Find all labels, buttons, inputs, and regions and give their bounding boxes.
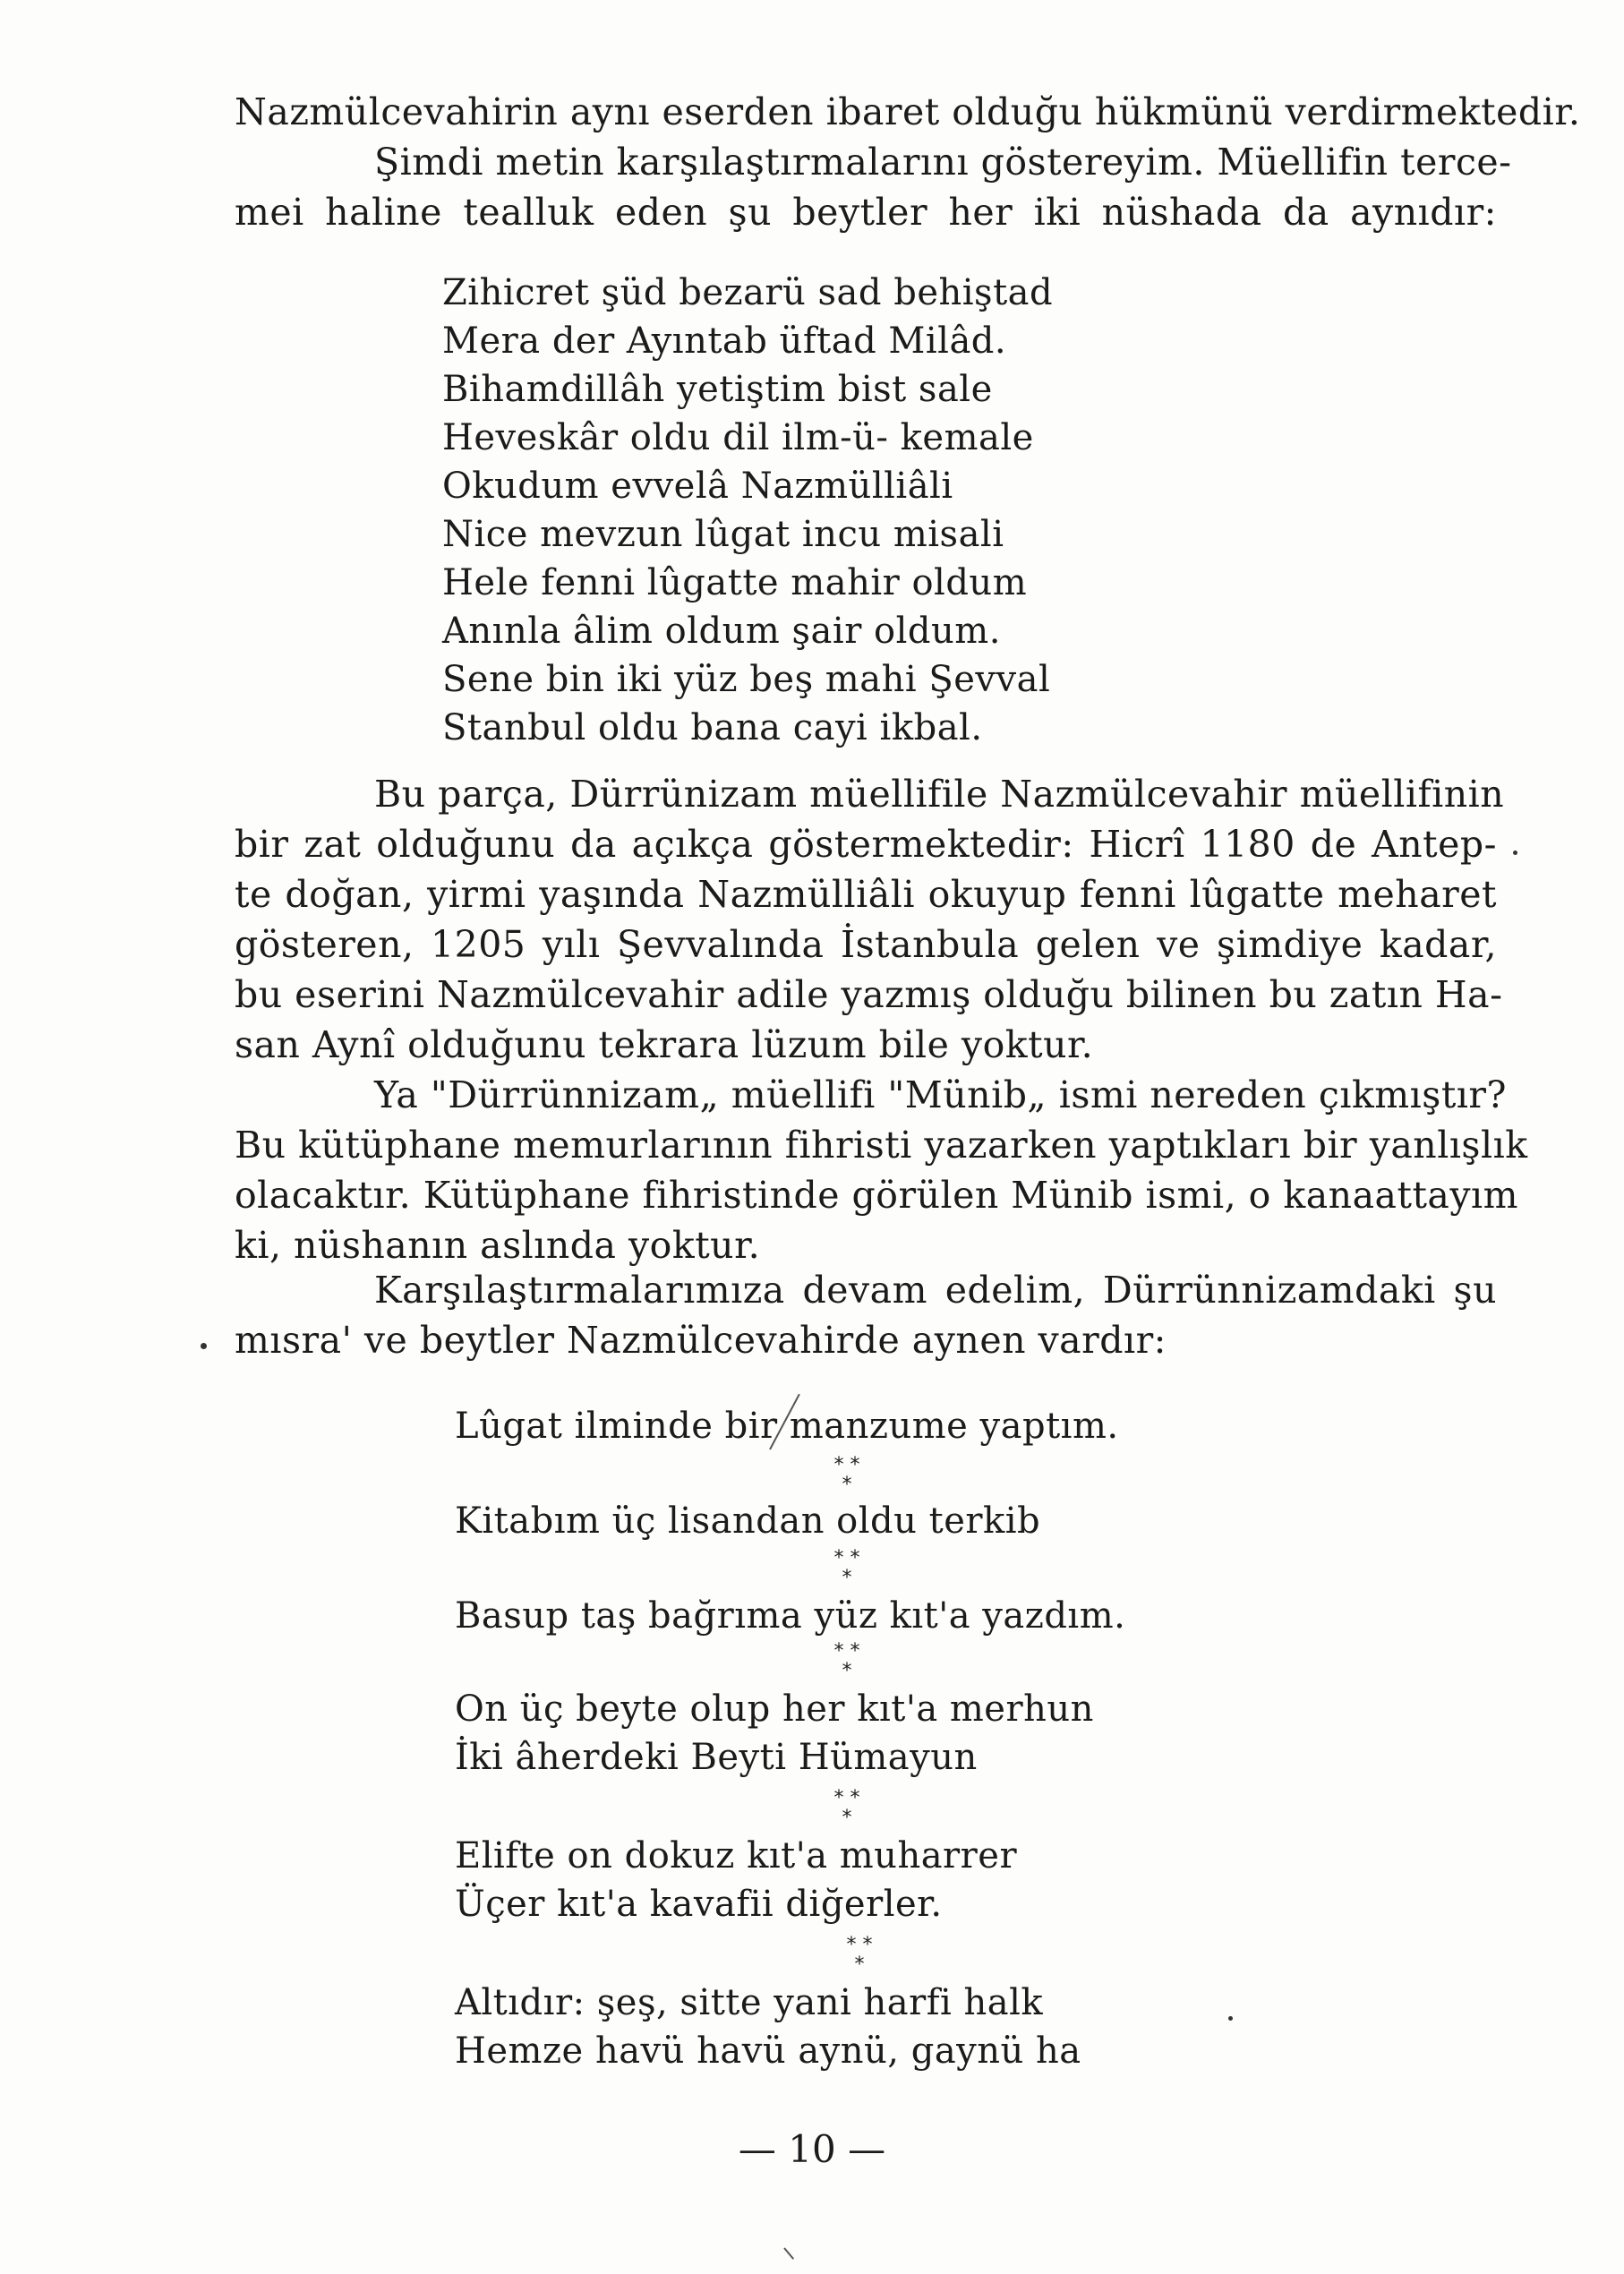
intro-line-3: mei haline tealluk eden şu beytler her iki nüshada da aynıdır: (235, 191, 1497, 234)
poem2-line-4: On üç beyte olup her kıt'a merhun (455, 1688, 1094, 1730)
para2-line-1: Bu parça, Dürrünizam müellifile Nazmülcevahir müellifinin (374, 773, 1505, 816)
para4-line-2: mısra' ve beytler Nazmülcevahirde aynen vardır: (235, 1319, 1167, 1362)
intro-line-2: Şimdi metin karşılaştırmalarını göstereyim. Müellifin terce- (374, 141, 1512, 184)
para2-line-4: gösteren, 1205 yılı Şevvalında İstanbula gelen ve şimdiye kadar, (235, 923, 1497, 966)
ink-mark (783, 2247, 794, 2260)
poem2-line-1: Lûgat ilminde bir manzume yaptım. (455, 1406, 1119, 1447)
para4-line-1: Karşılaştırmalarımıza devam edelim, Dürrünnizamdaki şu (374, 1269, 1497, 1312)
para2-line-6: san Aynî olduğunu tekrara lüzum bile yoktur. (235, 1023, 1094, 1066)
poem1-line-5: Okudum evvelâ Nazmülliâli (442, 466, 953, 507)
poem2-line-3: Basup taş bağrıma yüz kıt'a yazdım. (455, 1595, 1126, 1637)
para3-line-1: Ya "Dürrünnizam„ müellifi "Münib„ ismi nereden çıkmıştır? (374, 1073, 1507, 1116)
separator-asterism-4: * * * (833, 1787, 860, 1829)
poem1-line-2: Mera der Ayıntab üftad Milâd. (442, 321, 1007, 362)
poem1-line-7: Hele fenni lûgatte mahir oldum (442, 562, 1028, 603)
ink-speck (1228, 2016, 1233, 2021)
poem2-line-6: Elifte on dokuz kıt'a muharrer (455, 1835, 1018, 1876)
para3-line-3: olacaktır. Kütüphane fihristinde görülen Münib ismi, o kanaattayım (235, 1174, 1519, 1217)
poem2-line-5: İki âherdeki Beyti Hümayun (455, 1737, 978, 1778)
page-number: — 10 — (738, 2127, 886, 2171)
poem2-line-9: Hemze havü havü aynü, gaynü ha (455, 2030, 1081, 2072)
para2-line-5: bu eserini Nazmülcevahir adile yazmış olduğu bilinen bu zatın Ha- (235, 973, 1503, 1016)
separator-asterism-1: * * * (833, 1454, 860, 1496)
para3-line-4: ki, nüshanın aslında yoktur. (235, 1224, 761, 1267)
separator-asterism-5: * * * (846, 1934, 873, 1976)
poem1-line-1: Zihicret şüd bezarü sad behiştad (442, 272, 1054, 313)
poem2-line-8: Altıdır: şeş, sitte yani harfi halk (455, 1982, 1044, 2023)
poem2-line-2: Kitabım üç lisandan oldu terkib (455, 1500, 1041, 1542)
poem1-line-4: Heveskâr oldu dil ilm-ü- kemale (442, 417, 1034, 458)
separator-asterism-2: * * * (833, 1547, 860, 1589)
para2-line-3: te doğan, yirmi yaşında Nazmülliâli okuyup fenni lûgatte meharet (235, 873, 1497, 916)
intro-line-1: Nazmülcevahirin aynı eserden ibaret olduğu hükmünü verdirmektedir. (235, 90, 1581, 133)
separator-asterism-3: * * * (833, 1640, 860, 1682)
poem1-line-6: Nice mevzun lûgat incu misali (442, 514, 1004, 555)
para2-line-2: bir zat olduğunu da açıkça göstermektedir: Hicrî 1180 de Antep- (235, 823, 1497, 866)
poem1-line-3: Bihamdillâh yetiştim bist sale (442, 369, 993, 410)
poem1-line-9: Sene bin iki yüz beş mahi Şevval (442, 659, 1051, 700)
poem1-line-8: Anınla âlim oldum şair oldum. (442, 611, 1001, 652)
poem1-line-10: Stanbul oldu bana cayi ikbal. (442, 707, 983, 748)
ink-speck (201, 1343, 207, 1349)
para3-line-2: Bu kütüphane memurlarının fihristi yazarken yaptıkları bir yanlışlık (235, 1124, 1528, 1167)
poem2-line-7: Üçer kıt'a kavafii diğerler. (455, 1884, 943, 1925)
ink-speck (1513, 851, 1517, 855)
